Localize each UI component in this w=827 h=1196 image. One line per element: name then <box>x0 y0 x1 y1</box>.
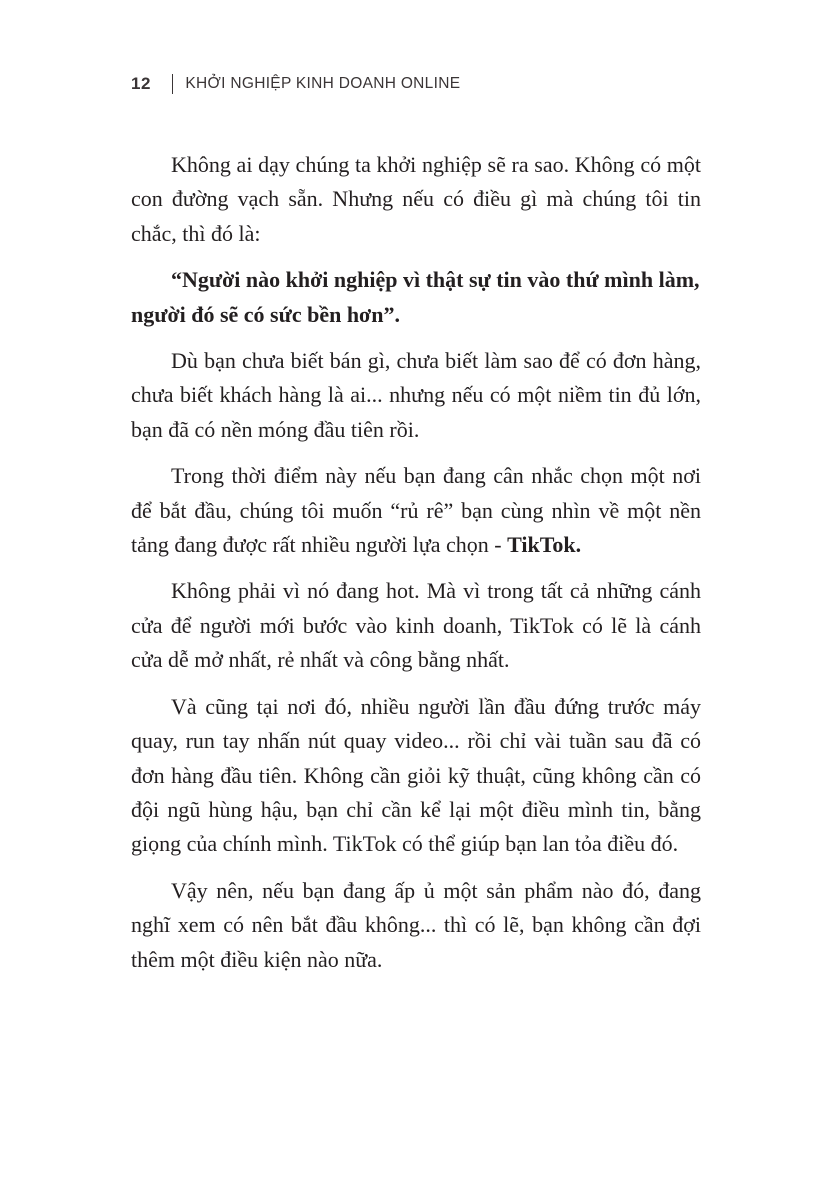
page-number: 12 <box>131 74 151 93</box>
book-title: KHỞI NGHIỆP KINH DOANH ONLINE <box>185 75 461 92</box>
paragraph-belief: Dù bạn chưa biết bán gì, chưa biết làm sao để có đơn hàng, chưa biết khách hàng là ai... nhưng nếu có một niềm tin đủ lớn, bạn đã có nền móng đầu tiên rồi. <box>131 348 701 442</box>
body-text <box>131 148 701 977</box>
header-divider <box>172 74 174 94</box>
paragraph-first-orders: Và cũng tại nơi đó, nhiều người lần đầu đứng trước máy quay, run tay nhấn nút quay video... rồi chỉ vài tuần sau đã có đơn hàng đầu tiên. Không cần giỏi kỹ thuật, cũng không cần có đội ngũ hùng hậu, bạn chỉ cần kể lại một điều mình tin, bằng giọng của chính mình. TikTok có thể giúp bạn lan tỏa điều đó. <box>131 693 701 857</box>
paragraph-tiktok-intro <box>131 459 701 562</box>
tiktok-emphasis: TikTok. <box>507 532 582 558</box>
running-header <box>131 71 460 97</box>
paragraph-why-tiktok: Không phải vì nó đang hot. Mà vì trong tất cả những cánh cửa để người mới bước vào kinh doanh, TikTok có lẽ là cánh cửa dễ mở nhất, rẻ nhất và công bằng nhất. <box>131 578 701 673</box>
paragraph-conclusion: Vậy nên, nếu bạn đang ấp ủ một sản phẩm nào đó, đang nghĩ xem có nên bắt đầu không... thì có lẽ, bạn không cần đợi thêm một điều kiện nào nữa. <box>131 877 701 972</box>
paragraph-intro: Không ai dạy chúng ta khởi nghiệp sẽ ra sao. Không có một con đường vạch sẵn. Nhưng nếu có điều gì mà chúng tôi tin chắc, thì đó là: <box>131 152 701 246</box>
paragraph-tiktok-intro-text: Trong thời điểm này nếu bạn đang cân nhắc chọn một nơi để bắt đầu, chúng tôi muốn “rủ rê” bạn cùng nhìn về một nền tảng đang được rất nhiều người lựa chọn - <box>131 463 701 558</box>
quote-paragraph: “Người nào khởi nghiệp vì thật sự tin vào thứ mình làm, người đó sẽ có sức bền hơn”. <box>131 267 700 327</box>
